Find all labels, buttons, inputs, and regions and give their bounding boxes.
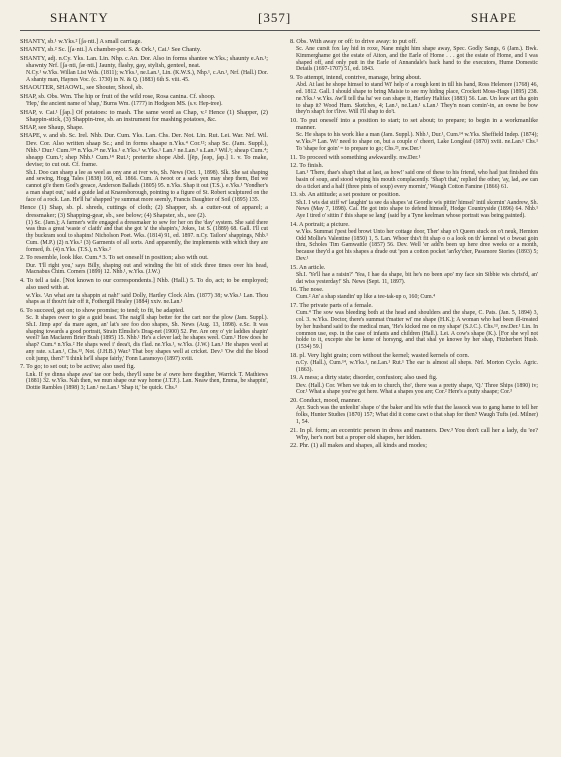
citation-paragraph: N.Cy.¹ w.Yks. Willan List Wds. (1811); w.Yks.¹, ne.Lan.¹, Lin. (K.W.S.), Nhp.¹, c.An.¹, Nrf. (Hall.) Dor. A shanty man, Haynes Voc. (c. 1730) in N. & Q. (1883) 6th S. viii. 45. [26,70,268,83]
entry-paragraph: 12. To finish. [290,161,324,169]
entry-paragraph: 14. A portrait; a picture. [290,220,350,228]
citation-paragraph: Lnk. If ye dinna shape awa' tae oor beds, they'll sune be a' owre here thegither, Warrick T. Mathiews (1881) 32. w.Yks. Nah then, we mun shape our way home (J.T.F.). Lan. Neaw then, Emma, be shappin', Dottie Rambles (1898) 3; Lan.¹ ne.Lan.¹ 'Shap it,' be quick. Chs.³ [26,371,268,391]
header-rule [20,30,540,31]
header-right-headword: SHAPE [470,10,517,25]
citation-paragraph: n.Cy. (Hall.), Cum.¹⁴, w.Yks.¹, ne.Lan.¹ Rut.¹ The ear is almost all sheps. Nrf. Morton Cyclo. Agric. (1863). [296,360,538,373]
citation-paragraph: Sc. He shaps to his work like a man (Jam. Suppl.). Nhb.¹, Dur.¹, Cum.¹⁴ w.Yks. Sheffield Indep. (1874); w.Yks.²⁴ Lan. Wi' need to shape on, but a couple o' cheeri, Lake Longleaf (1870) xviii. ne.Lan.¹ Chs.¹ To 'shape for goin' = to prepare to go; Chs.²³, nw.Der.¹ [296,132,538,152]
entry-paragraph: 2. To resemble, look like. Cum.⁴ 3. To set oneself in position; also with out. [20,254,209,262]
citation-paragraph: Abd. At last he shope himsel to stand Wi' help o' a rough kent in till his hand, Ross Helenore (1768) 46, ed. 1812. Gall. I should shape to bring Maisie to see my hiding place, Crockett Moss-Hags (1895) 238. ne.Yks.¹ w.Yks. Aw'll tell tha ha' we can shape it, Hartley Halifax (1883) 56. Lan. Un leaw art tha goin to shap it? Wood Hum. Sketches, 4; Lan.¹, ne.Lan.¹ s.Lan.¹ They'n noan comin'-in, an owne be bow they'n shap't for t'live. Will I'll shap to do't. [296,82,538,116]
entry-paragraph: 17. The private parts of a female. [290,302,373,310]
entry-paragraph: SHAP, sb. Obs. Wm. The hip or fruit of the wild rose, Rosa canina. Cf. shoop. [20,92,216,100]
citation-paragraph: Sh.I. I wis dat stiff wi' laughin' ta see da shapes 'at Geordie wis pittin' himsel' intil skornin' Aandrew, Sh. News (May 7, 1898). Cai. He got into shape to defend himself, Hodge Countryside (1896) 64. Nhb.¹ Aye I tired o' sittin i' this shape se lang' (said by a Tyne keelman whose portrait was being painted). [296,199,538,219]
entry-paragraph: SHAOUTER, SHAOWL, see Shouter, Shool, sb. [20,84,144,92]
entry-paragraph: SHANTY, adj. n.Cy. Yks. Lan. Lin. Nhp. c.An. Dor. Also in forms shantee w.Yks.; shaunty e.An.¹; shawnty Nrf. [ʃa·nti, ʃæ·nti.] Jaunty, flashy, gay, stylish, genteel, neat. [20,54,268,69]
entry-paragraph: Hence (1) Shap, sb. pl. shreds, cuttings of cloth; (2) Shapper, sb. a cutter-out of apparel; a dressmaker; (3) Shapping-gear, sb., see below; (4) Shapster, sb., see (2). [20,204,268,219]
entry-paragraph: 8. Obs. With away or off: to drive away: to put off. [290,38,418,45]
entry-paragraph: 6. To succeed, get on; to show promise; to tend; to fit, be adapted. [20,306,185,314]
entry-paragraph: 9. To attempt, intend, contrive, manage, bring about. [290,74,422,82]
entry-paragraph: 16. The nose. [290,286,324,294]
page-number: [357] [258,10,292,25]
citation-paragraph: Cum.² An' a shap standin' up like a tee-tak-up o, 160; Cum.⁴ [296,294,436,301]
citation-paragraph: 'Hep,' the ancient name of 'shap,' Burns Wm. (1777) in Hodgson MS. (s.v. Hep-tree). [26,100,223,107]
entry-paragraph: SHANTY, sb.¹ w.Yks.² [ʃa·nti.] A small carriage. [20,38,142,45]
citation-paragraph: (1) Sc. (Jam.); A farmer's wife engaged a dressmaker to sew for her on the 'day' system. She said there was thus a great 'waste o' claith' and that she got 'a' the shapin's,' Jokes, 1st S. (1889) 68. Gall. I'll cut thy buckram soul to shapins! Nicholson Poet. Wks. (1814) 91, ed. 1897. n.Cy. Tailors' shappings, Nhb.¹ Cum. (M.P.) (2) n.Yks.² (3) Garments of all sorts. And apparently, the implements with which they are formed, ib. (4) n.Yks. (T.S.), n.Yks.² [26,219,268,253]
citation-paragraph: w.Yks. Summat i'pest bed browt Unto her cottage door, Ther' shap o't Queen stuck on o't neuk, Hemton Odd Mollie's Valentine (1850) 1, 5. Lan. Whoer this't fit shap o o a look on th' kennel wi o bwoat goin thru, Scholes Tim Gamwattle (1857) 56. Dev. Well 'er add'n been up here dree weeks or a month, because they'd a got his shapes a drade out 'pon a cotton pocket 'an'ky'cher, Passmore Stories (1893) 5; Dev.¹ [296,228,538,262]
citation-paragraph: w.Yks. 'An what are ta shappin at nah!' said Dolly, Hartley Clock Alm. (1877) 38; w.Yks.¹ Lan. Thou shaps as if thou'rt fair off it, Fothergill Healey (1884) xxiv. ne.Lan.¹ [26,292,268,306]
citation-paragraph: Sh.I. Doo can shaep a lee as weel as ony ane at iver wis, Sh. News (Oct. 1, 1898). Slk. She sat shaping and sewing, Hogg Tales (1838) 160, ed. 1866. Cum. A twoot or a sack yen may shep them, But we cannot gi'e them God's greace, Anderson Ballads (1805) 95. n.Yks. Shap it out (T.S.). e.Yks.¹ 'Yondher's a man shapt out,' said a guide lad at Knaresborough, pointing to a figure of St. Robert sculptured on the face of a rock. Lan. He'll ha' shapped 'ye summat more seemly, Francis Daughter of Soil (1895) 135. [26,169,268,203]
citation-paragraph: Ayr. Such was the unfeelin' shape o' the baker and his wife that the lassock was to gang hame to tell her folks, Hunter Studies (1870) 157; What did it come cawt o that shap for then? Waugh Tufts (ed. Milner) 1, 54. [296,405,538,425]
citation-paragraph: Sh.I. 'Ye'll hae a raisin?' 'Yea, I hae da shape, bit he's no been apo' my face sin Sibbie wis christ'd, an' dat wiss yesterday!' Sh. News (Sept. 11, 1897). [296,271,538,285]
entry-paragraph: 4. To tell a tale. [Not known to our correspondents.] Nhb. (Hall.) 5. To do, act; to be employed; also used with at. [20,277,268,292]
running-header [0,10,561,30]
entry-paragraph: 15. An article. [290,263,326,271]
citation-paragraph: Lan.¹ 'There, thae's shap't that at last, as how!' said one of these to his friend, who had just finished this basin of soup, and stood wiping his mouth complacently. 'Shap't that,' replied the other, 'ay, lad, aw can do a ticket and a half (three pints of soup) every mornin',' Waugh Cotton Famine (1866) 61. [296,170,538,190]
citation-paragraph: Dev. (Hall.) Cor. When we tuk en to church, tho', there was a pretty shape, 'Q.' Three Ships (1890) iv; Cor.¹ What a shape you've got here. What a shapes you are; Cor.² Here's a putty shaape; Cor.³ [296,382,538,396]
citation-paragraph: Sc. It shapes ower to gie a guid beast. The naig'll shap better for the cart nor the plow (Jam. Suppl.). Sh.I. Jimp apo' da mare agen, an' lat's see foo doo shapes, Sh. News (Aug. 13, 1898). e.Sc. It was shaping towards a good portrait, Strain Elmslie's Drag-net (1900) 52. Per. Are ony o' yir laddies shapin' weel? Ian Maclaren Brier Bush (1895) 15. Nhb.¹ He's a clever lad; he shapes weel. Cum.¹ How does he shap? Cum.⁴ n.Yks.² He shaps weel i' deea't, dis t'lad. ne.Yks.¹, w.Yks. (J.W.) Lan.¹ He shapes weel at any rate. s.Lan.¹, Chs.¹³, Not. (J.H.B.) War.³ That boy shapes well at cricket. Dev.¹ 'Ow did the blood colt jump, then?' 'I think he'll shape fairly,' Fonn Laramoyo (1897) xviii. [26,315,268,362]
entry-paragraph: 21. In pl. form; an eccentric person in dress and manners. Dev.³ You don't call her a lady, du 'ee? Why, her's nort but a proper old shapes, her idden. [290,426,538,441]
entry-paragraph: SHAP, see Shaup, Shape. [20,124,84,132]
entry-paragraph: 19. A mess; a dirty state; disorder, confusion; also used fig. [290,374,438,382]
left-column [20,38,268,393]
entry-paragraph: 7. To go; to set out; to be active; also used fig. [20,363,136,371]
entry-paragraph: SHAP, v. Cai.¹ [ʃap.] Of potatoes: to mash. The same word as Chap, v.² Hence (1) Shapper, (2) Shappin-stick, (3) Shappin-tree, sb. an instrument for mashing potatoes, &c. [20,108,268,123]
header-left-headword: SHANTY [50,10,109,25]
entry-paragraph: 13. sb. An attitude; a set posture or position. [290,191,401,199]
entry-paragraph: SHANTY, sb.² Sc. [ʃa·nti.] A chamber-pot. S. & Ork.¹, Cai.¹ See Chanty. [20,46,202,54]
entry-paragraph: 22. Phr. (1) all makes and shapes, all kinds and modes; [290,442,427,450]
entry-paragraph: 10. To put oneself into a position to start; to set about; to prepare; to begin in a workmanlike manner. [290,116,538,132]
citation-paragraph: Sc. Ane cursit fox lay hid in roxe, Nane might him shape away, Spec. Godly Sangs, 6 (Jam.). Bwk. Kimmerghame got the estate of Aiton, and the Earle of Home . . . got the estate of Home, and I was shaped off, and only putt in the Earle of Annandale's back hand to the executors, Hume Domestic Details (1697-1707) 51, ed. 1843. [296,46,538,73]
right-column [290,38,538,450]
entry-paragraph: SHAPE, v. and sb. Sc. Irel. Nhb. Dur. Cum. Yks. Lan. Chs. Der. Not. Lin. Rut. Lei. War. Nrf. Wil. Dev. Cor. Also written shaap Sc.; and in forms shaape n.Yks.⁴ Cor.¹²; shap Sc. (Jam. Suppl.), Nhb.¹ Dur.¹ Cum.¹³⁴ n.Yks.²⁴ ne.Yks.¹ e.Yks.¹ w.Yks.¹ Lan.¹ ne.Lan.¹ s.Lan.¹ Wil.¹; sheap Cum.⁴; sheapp Cum.¹; shep Nhb.¹ Cum.¹⁴ Rut.¹; preterite shope Abd. [ʃēp, ʃeəp, ʃap.] 1. v. To make, devise; to cut out. Cf. frame. [20,132,268,169]
citation-paragraph: Cum.⁴ The sow was bleeding both at the head and shoulders and the shape, C. Pats. (Jan. 5, 1894) 3, col. 3. w.Yks. Doctor, there's summat t'matter wi' me shape (H.K.); A woman who had been ill-treated by her husband said to the medical man, 'He's kicked me on my shape' (S.J.C.). Chs.¹³, nw.Der.¹ Lin. In common use, esp. in the case of infants and children (Hall.). Lei. A cow's shape (K.). [For she wyl not holde to it, excepte she be kene of horsyng, and that shal ye knowe by her shap, Fitzherbert Husb. (1534) 59.] [296,310,538,351]
citation-paragraph: Dur. 'I'll right you,' says Billy, shaping out and winding the bit of stick three times over his head, Macnabus Chim. Corners (1899) 12. Nhb.¹, w.Yks. (J.W.) [26,262,268,276]
entry-paragraph: 18. pl. Very light grain; corn without the kernel; wasted kernels of corn. [290,351,470,359]
entry-paragraph: 20. Conduct, mood, manner. [290,397,361,405]
entry-paragraph: 11. To proceed with something awkwardly. nw.Der.¹ [290,153,421,161]
